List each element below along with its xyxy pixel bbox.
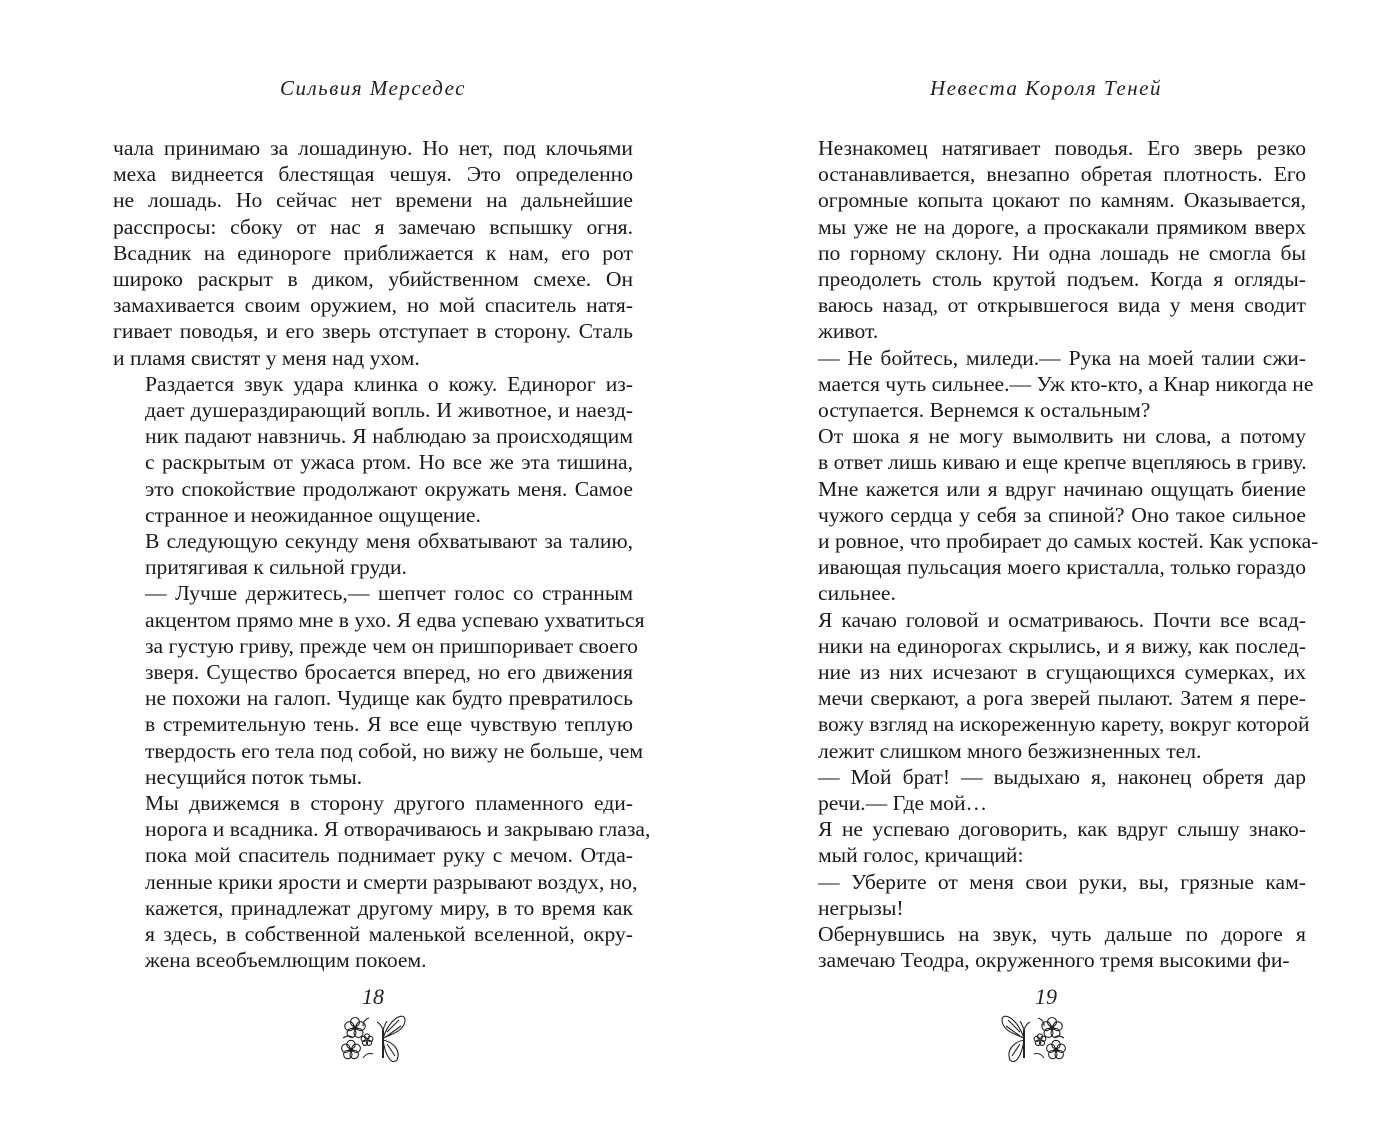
text-line: по горному склону. Ни одна лошадь не смогла бы — [818, 240, 1306, 265]
text-line: и ровное, что пробирает до самых костей. Как успока- — [818, 529, 1319, 554]
text-line: оступается. Вернемся к остальным? — [818, 398, 1151, 423]
text-line: Обернувшись на звук, чуть дальше по дороге я — [818, 922, 1306, 947]
text-line: кажется, принадлежат другому миру, в то время как — [145, 895, 633, 920]
text-line: В следующую секунду меня обхватывают за талию, — [145, 529, 633, 554]
text-line: Раздается звук удара клинка о кожу. Единорог из- — [145, 371, 633, 396]
paragraph — [113, 790, 651, 973]
text-line: мы уже не на дороге, а проскакали прямиком вверх — [818, 214, 1306, 239]
text-line: и пламя свистят у меня над ухом. — [113, 345, 420, 370]
text-line: меха виднеется блестящая чешуя. Это определенно — [113, 162, 633, 187]
text-line: странное и неожиданное ощущение. — [145, 502, 481, 527]
text-line: замечаю Теодра, окруженного тремя высокими фи- — [818, 948, 1290, 973]
text-line: гивает поводья, и его зверь отступает в сторону. Сталь — [113, 319, 633, 344]
text-line: мается чуть сильнее.— Уж кто-кто, а Кнар никогда не — [818, 371, 1314, 396]
page-number: 19 — [1035, 984, 1057, 1009]
right-page — [786, 0, 1319, 1125]
text-line: пока мой спаситель поднимает руку с мечом. Отда- — [145, 843, 633, 868]
paragraph — [786, 869, 1306, 921]
text-line: — Лучше держитесь,— шепчет голос со странным — [145, 581, 633, 606]
left-page-body — [113, 135, 651, 974]
running-head-author: Сильвия Мерседес — [280, 76, 466, 100]
text-line: Мне кажется или я вдруг начинаю ощущать биение — [818, 476, 1306, 501]
text-line: чужого сердца у себя за спиной? Оно такое сильное — [818, 502, 1306, 527]
text-line: ваюсь назад, от открывшегося вида у меня сводит — [818, 293, 1306, 318]
text-line: — Не бойтесь, миледи.— Рука на моей талии сжи- — [818, 345, 1306, 370]
text-line: — Мой брат! — выдыхаю я, наконец обретя дар — [818, 764, 1306, 789]
text-line: за густую гриву, прежде чем он пришпоривает своего — [145, 633, 638, 658]
text-line: жена всеобъемлющим покоем. — [145, 948, 427, 973]
text-line: Мы движемся в сторону другого пламенного еди- — [145, 791, 633, 816]
text-line: с раскрытым от ужаса ртом. Но все же эта тишина, — [145, 450, 633, 475]
text-line: Я не успеваю договорить, как вдруг слышу знако- — [818, 817, 1306, 842]
text-line: преодолеть столь крутой подъем. Когда я огляды- — [818, 267, 1306, 292]
text-line: твердость его тела под собой, но вижу не больше, чем — [145, 738, 644, 763]
text-line: огромные копыта цокают по камням. Оказывается, — [818, 188, 1306, 213]
text-line: акцентом прямо мне в ухо. Я едва успеваю ухватиться — [145, 607, 645, 632]
text-line: мечи сверкают, а рога зверей пылают. Затем я пере- — [818, 686, 1306, 711]
text-line: останавливается, внезапно обретая плотность. Его — [818, 162, 1306, 187]
text-line: не лошадь. Но сейчас нет времени на дальнейшие — [113, 188, 633, 213]
text-line: живот. — [818, 319, 879, 344]
text-line: дает душераздирающий вопль. И животное, и наезд- — [145, 398, 633, 423]
text-line: ники на единорогах скрылись, и я вижу, как послед- — [818, 633, 1306, 658]
left-page — [113, 0, 651, 1125]
text-line: — Уберите от меня свои руки, вы, грязные кам- — [818, 869, 1306, 894]
paragraph — [113, 135, 633, 371]
text-line: широко раскрыт в диком, убийственном смехе. Он — [113, 267, 633, 292]
text-line: не похожи на галоп. Чудище как будто превратилось — [145, 686, 633, 711]
text-line: негрызы! — [818, 895, 904, 920]
right-page-body — [786, 135, 1319, 974]
paragraph — [786, 423, 1319, 606]
paragraph — [786, 764, 1306, 816]
page-number: 18 — [362, 984, 384, 1009]
paragraph — [113, 528, 633, 580]
text-line: Незнакомец натягивает поводья. Его зверь резко — [818, 136, 1306, 160]
paragraph — [786, 816, 1306, 868]
paragraph — [113, 580, 645, 790]
text-line: замахивается своим оружием, но мой спаситель натя- — [113, 293, 633, 318]
text-line: ние из них исчезают в сгущающихся сумерках, их — [818, 660, 1306, 685]
text-line: вожу взгляд на искореженную карету, вокруг которой — [818, 712, 1310, 737]
text-line: расспросы: сбоку от нас я замечаю вспышку огня. — [113, 214, 633, 239]
paragraph — [113, 371, 633, 528]
text-line: мый голос, кричащий: — [818, 843, 1024, 868]
text-line: в ответ лишь киваю и еще крепче вцепляюсь в гриву. — [818, 450, 1307, 475]
text-line: несущийся поток тьмы. — [145, 764, 363, 789]
text-line: ивающая пульсация моего кристалла, только гораздо — [818, 555, 1306, 580]
paragraph — [786, 135, 1306, 345]
text-line: зверя. Существо бросается вперед, но его движения — [145, 660, 633, 685]
text-line: Я качаю головой и осматриваюсь. Почти все всад- — [818, 607, 1306, 632]
text-line: Всадник на единороге приближается к нам, его рот — [113, 240, 633, 265]
text-line: это спокойствие продолжают окружать меня. Самое — [145, 476, 633, 501]
text-line: От шока я не могу вымолвить ни слова, а потому — [818, 424, 1306, 449]
text-line: речи.— Где мой… — [818, 791, 988, 816]
text-line: лежит слишком много безжизненных тел. — [818, 738, 1202, 763]
text-line: притягивая к сильной груди. — [145, 555, 407, 580]
butterfly-flower-ornament-icon — [339, 1010, 407, 1068]
paragraph — [786, 921, 1306, 973]
text-line: ник падают навзничь. Я наблюдаю за происходящим — [145, 424, 633, 449]
paragraph — [786, 607, 1310, 764]
text-line: чала принимаю за лошадиную. Но нет, под клочьями — [113, 136, 633, 160]
text-line: сильнее. — [818, 581, 896, 606]
running-head-title: Невеста Короля Теней — [930, 76, 1162, 100]
butterfly-flower-ornament-icon — [1000, 1010, 1068, 1068]
text-line: я здесь, в собственной маленькой вселенной, окру- — [145, 922, 633, 947]
text-line: в стремительную тень. Я все еще чувствую теплую — [145, 712, 633, 737]
text-line: норога и всадника. Я отворачиваюсь и закрываю глаза, — [145, 817, 651, 842]
text-line: ленные крики ярости и смерти разрывают воздух, но, — [145, 869, 638, 894]
paragraph — [786, 345, 1314, 424]
